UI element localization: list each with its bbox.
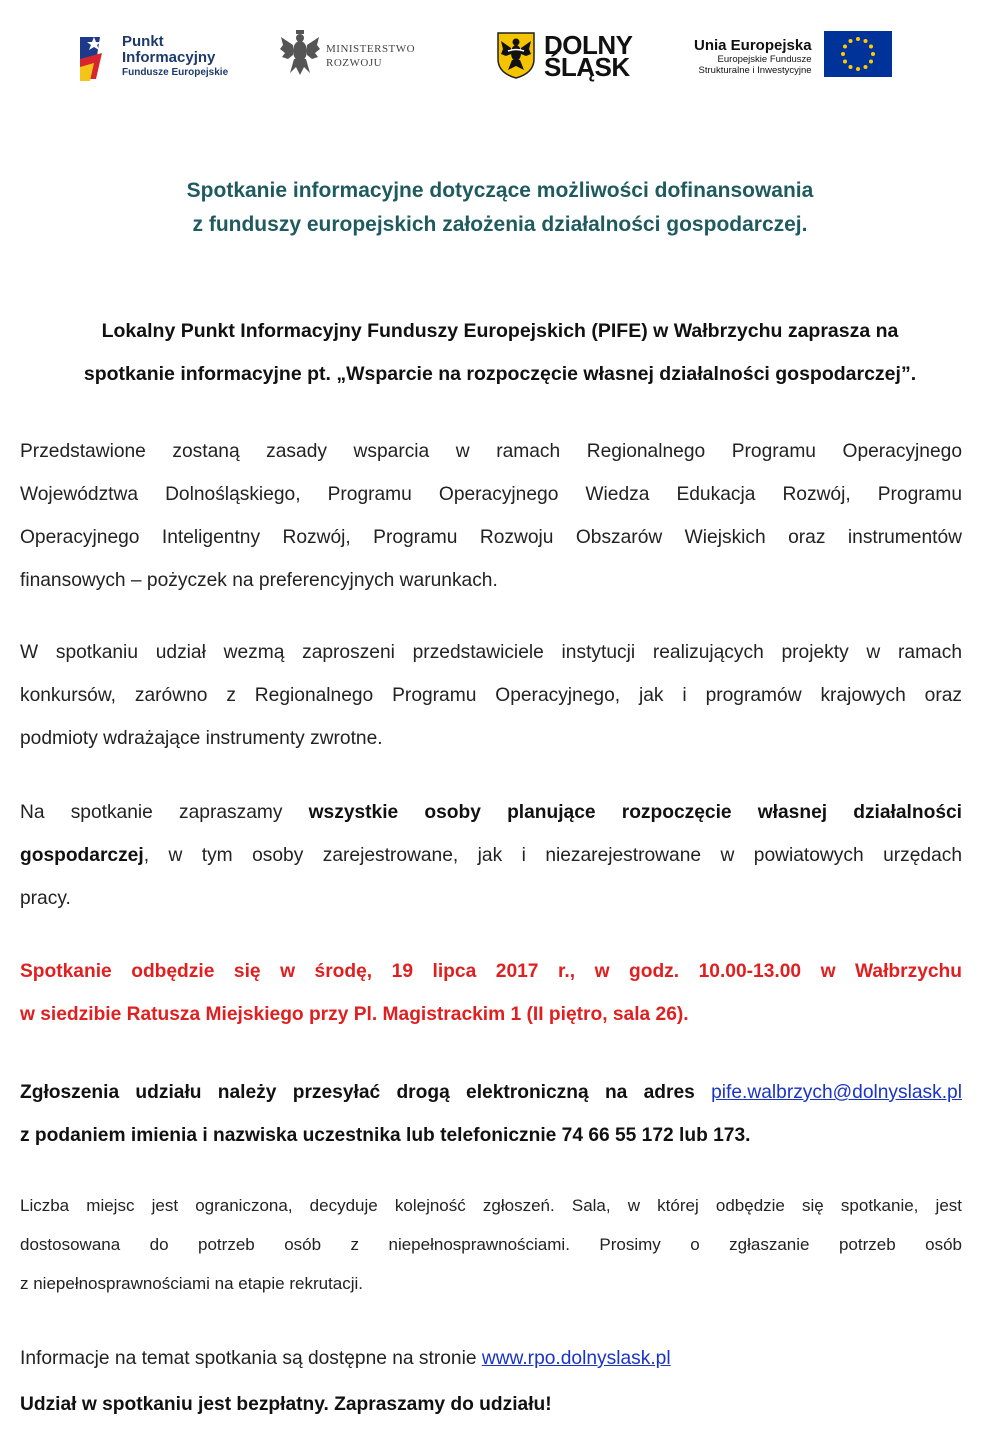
eu-logo	[694, 26, 892, 86]
title-line-1: Spotkanie informacyjne dotyczące możliwości dofinansowania	[186, 179, 814, 202]
email-link[interactable]: pife.walbrzych@dolnyslask.pl	[711, 1082, 962, 1103]
participants-line-2: konkursów, zarówno z Regionalnego Programu Operacyjnego, jak i programów krajowych oraz	[20, 685, 962, 706]
intro-line-2: spotkanie informacyjne pt. „Wsparcie na rozpoczęcie własnej działalności gospodarczej”.	[83, 363, 917, 385]
dolny-slask-line1: DOLNY	[544, 30, 633, 60]
dolny-slask-line2: ŚLĄSK	[544, 52, 630, 82]
pife-logo-line1: Punkt	[122, 32, 164, 50]
free-entry-paragraph	[20, 1383, 962, 1426]
programs-line-2: Województwa Dolnośląskiego, Programu Operacyjnego Wiedza Edukacja Rozwój, Programu	[20, 484, 962, 505]
pife-logo-line2: Informacyjny	[122, 48, 216, 66]
registration-text-1: Zgłoszenia udziału należy przesyłać drogą elektroniczną na adres	[20, 1082, 712, 1103]
event-details-line-2: w siedzibie Ratusza Miejskiego przy Pl. Magistrackim 1 (II piętro, sala 26).	[20, 1004, 689, 1025]
dolny-slask-logo	[496, 26, 633, 86]
title-line-2: z funduszy europejskich założenia działalności gospodarczej.	[192, 213, 808, 236]
accessibility-line-1: Liczba miejsc jest ograniczona, decyduje kolejność zgłoszeń. Sala, w której odbędzie się spotkanie, jest	[20, 1196, 962, 1215]
audience-bold-1: wszystkie osoby planujące rozpoczęcie własnej działalności	[308, 802, 963, 823]
registration-line-2: z podaniem imienia i nazwiska uczestnika lub telefonicznie 74 66 55 172 lub 173.	[20, 1125, 751, 1146]
more-info-text: Informacje na temat spotkania są dostępne na stronie	[20, 1348, 482, 1369]
pife-star-icon	[80, 31, 116, 81]
pife-logo-line3: Fundusze Europejskie	[122, 66, 229, 78]
eu-logo-line2: Europejskie Fundusze	[717, 53, 812, 65]
free-entry-line: Udział w spotkaniu jest bezpłatny. Zapraszamy do udziału!	[20, 1394, 552, 1415]
participants-line-1: W spotkaniu udział wezmą zaproszeni przedstawiciele instytucji realizujących projekty w ramach	[20, 642, 962, 663]
audience-line-3: pracy.	[20, 888, 71, 909]
accessibility-line-3: z niepełnosprawnościami na etapie rekrutacji.	[20, 1274, 364, 1293]
participants-line-3: podmioty wdrażające instrumenty zwrotne.	[20, 728, 383, 749]
audience-line-1	[20, 791, 962, 834]
polish-eagle-icon	[280, 29, 320, 84]
programs-paragraph	[20, 430, 962, 602]
silesian-eagle-shield-icon	[496, 29, 536, 84]
programs-line-4: finansowych – pożyczek na preferencyjnych warunkach.	[20, 570, 498, 591]
audience-paragraph	[20, 791, 962, 920]
accessibility-line-2: dostosowana do potrzeb osób z niepełnosprawnościami. Prosimy o zgłaszanie potrzeb osób	[20, 1235, 962, 1254]
registration-line-1	[20, 1071, 962, 1114]
programs-line-3: Operacyjnego Inteligentny Rozwój, Programu Rozwoju Obszarów Wiejskich oraz instrumentów	[20, 527, 962, 548]
event-details-line-1: Spotkanie odbędzie się w środę, 19 lipca 2017 r., w godz. 10.00-13.00 w Wałbrzychu	[20, 961, 962, 982]
event-details-paragraph	[20, 950, 962, 1036]
intro-line-1: Lokalny Punkt Informacyjny Funduszy Europejskich (PIFE) w Wałbrzychu zaprasza na	[101, 320, 899, 342]
audience-line-2	[20, 834, 962, 877]
more-info-paragraph	[20, 1337, 962, 1380]
intro-paragraph	[20, 310, 980, 396]
website-link[interactable]: www.rpo.dolnyslask.pl	[481, 1348, 671, 1369]
logo-strip	[0, 26, 1000, 86]
pife-logo	[80, 26, 228, 86]
document-title	[20, 174, 980, 242]
eu-flag-icon	[824, 31, 892, 82]
registration-paragraph	[20, 1071, 962, 1157]
accessibility-paragraph	[20, 1186, 962, 1303]
audience-text-1: Na spotkanie zapraszamy	[20, 802, 309, 823]
audience-text-2: , w tym osoby zarejestrowane, jak i niezarejestrowane w powiatowych urzędach	[143, 845, 962, 866]
audience-bold-2: gospodarczej	[20, 845, 144, 866]
ministry-logo-line2: ROZWOJU	[326, 57, 383, 69]
eu-logo-line3: Strukturalne i Inwestycyjne	[698, 64, 812, 76]
ministry-logo-line1: MINISTERSTWO	[326, 43, 416, 55]
participants-paragraph	[20, 631, 962, 760]
eu-logo-title: Unia Europejska	[694, 36, 812, 54]
more-info-line	[20, 1337, 962, 1380]
ministry-logo	[280, 26, 415, 86]
programs-line-1: Przedstawione zostaną zasady wsparcia w ramach Regionalnego Programu Operacyjnego	[20, 441, 962, 462]
